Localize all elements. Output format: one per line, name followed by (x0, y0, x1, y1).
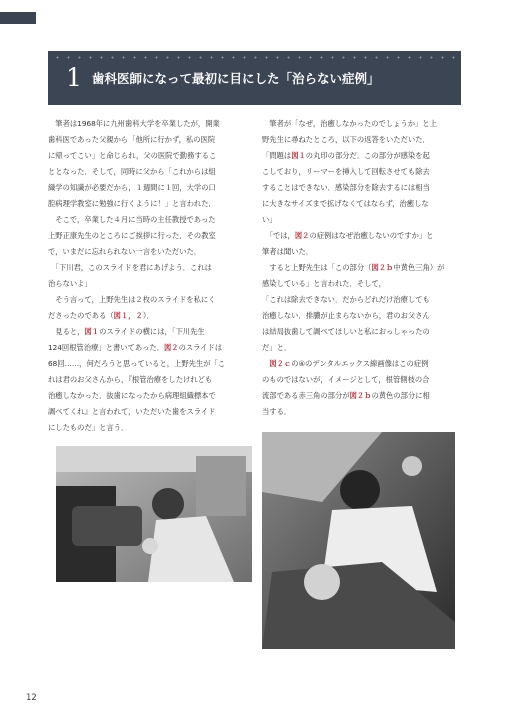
text-line (262, 260, 462, 276)
text-line (48, 116, 246, 132)
text-line (48, 196, 246, 212)
text-segment: の症例はなぜ治癒しないのですか」と (309, 231, 434, 240)
text-line (262, 404, 462, 420)
text-segment: ださったのである（ (48, 311, 114, 320)
text-line (48, 324, 246, 340)
text-line (262, 356, 462, 372)
text-segment: で，いまだに忘れられない一言をいただいた． (48, 247, 202, 256)
figure-reference: 図１ (84, 327, 100, 336)
figure-reference: 図２ (294, 231, 310, 240)
text-segment: そこで，卒業した４月に当時の主任教授であった (48, 215, 216, 224)
text-line (48, 212, 246, 228)
text-line (262, 228, 462, 244)
text-line (262, 212, 462, 228)
historical-photo-left (56, 446, 252, 582)
text-segment: そう言って，上野先生は２枚のスライドを私にく (48, 295, 216, 304)
body-text-left (48, 116, 246, 436)
text-segment: 「下川君，このスライドを君にあげよう．これは (48, 263, 212, 272)
text-segment: 織学の知識が必要だから，１週間に１回，大学の口 (48, 183, 216, 192)
text-segment: の④のデンタルエックス線画像はこの症例 (291, 359, 429, 368)
text-segment: 見ると， (48, 327, 85, 336)
section-banner (48, 51, 461, 105)
text-segment: 治癒しない．排膿が止まらないから，君のお父さん (262, 311, 430, 320)
text-segment: の黄色の部分に相 (371, 391, 430, 400)
text-segment: 当する． (262, 407, 292, 416)
text-line (262, 196, 462, 212)
text-segment: にしたものだ」と言う． (48, 423, 129, 432)
text-line (262, 372, 462, 388)
text-segment: 治癒しなかった．抜歯になったから病理組織標本で (48, 391, 216, 400)
text-segment: すると上野先生は「この部分（ (262, 263, 372, 272)
text-segment: 「これは除去できない．だからどれだけ治療しても (262, 295, 430, 304)
text-line (262, 388, 462, 404)
text-line (262, 180, 462, 196)
text-segment: のスライドの横には，「下川先生 (99, 327, 205, 336)
text-line (48, 404, 246, 420)
text-line (48, 340, 246, 356)
body-text-right (262, 116, 462, 420)
text-line (262, 148, 462, 164)
text-segment: 腔病理学教室に勉強に行くように！」と言われた． (48, 199, 216, 208)
historical-photo-right (262, 432, 455, 649)
figure-reference: 図２ (164, 343, 179, 352)
text-segment: い」 (262, 215, 277, 224)
text-segment: 感染している」と言われた．そして， (262, 279, 386, 288)
text-line (262, 116, 462, 132)
text-line (48, 132, 246, 148)
text-line (48, 228, 246, 244)
text-segment: することはできない．感染部分を除去するには相当 (262, 183, 430, 192)
text-line (262, 164, 462, 180)
text-segment: ）． (142, 311, 154, 320)
text-line (48, 308, 246, 324)
text-segment: 124回根管治療」と書いてあった． (48, 343, 165, 352)
text-segment: 野先生に尋ねたところ，以下の返答をいただいた． (262, 135, 430, 144)
text-line (262, 340, 462, 356)
text-line (48, 260, 246, 276)
text-segment: のスライドは (178, 343, 223, 352)
text-segment: 筆者は1968年に九州歯科大学を卒業したが，開業 (48, 119, 220, 128)
text-segment: 上野正康先生のところにご挨拶に行った．その教室 (48, 231, 216, 240)
text-segment: 調べてくれ』と言われて，いただいた歯をスライド (48, 407, 216, 416)
figure-reference: 図１，２ (113, 311, 143, 320)
text-line (262, 132, 462, 148)
figure-reference: 図２ｂ (349, 391, 372, 400)
text-line (48, 388, 246, 404)
page-number: 12 (26, 693, 37, 703)
text-line (262, 276, 462, 292)
figure-reference: 図１ (291, 151, 306, 160)
text-line (48, 356, 246, 372)
text-segment: 68回……，何だろうと思っていると，上野先生が「こ (48, 359, 226, 368)
text-segment: だ」と． (262, 343, 292, 352)
banner-dots (48, 56, 461, 59)
text-segment: 流部である赤三角の部分が (262, 391, 350, 400)
text-line (262, 244, 462, 260)
text-segment: 歯科医であった父親から「他所に行かず，私の医院 (48, 135, 216, 144)
text-segment: ととなった．そして，同時に父から「これからは組 (48, 167, 216, 176)
text-line (48, 292, 246, 308)
text-line (48, 180, 246, 196)
text-line (262, 292, 462, 308)
text-segment: の丸印の部分だ．この部分が感染を起 (305, 151, 430, 160)
text-line (48, 420, 246, 436)
text-segment: 治らないよ」 (48, 279, 92, 288)
text-line (262, 324, 462, 340)
text-segment: は結局抜歯して調べてほしいと私におっしゃったの (262, 327, 430, 336)
text-segment: に大きなサイズまで拡げなくてはならず，治癒しな (262, 199, 429, 208)
text-line (48, 244, 246, 260)
text-segment: に帰ってこい」と命じられ，父の医院で勤務するこ (48, 151, 217, 160)
text-segment: 筆者は聞いた． (262, 247, 314, 256)
text-segment: こしており，リーマーを挿入して回転させても除去 (262, 167, 430, 176)
text-line (48, 276, 246, 292)
text-line (48, 148, 246, 164)
text-segment: 「では， (262, 231, 295, 240)
chapter-tab (0, 12, 36, 24)
section-number: 1 (66, 63, 82, 92)
text-segment: れは君のお父さんから，『根管治療をしたけれども (48, 375, 213, 384)
figure-reference: 図２ｃ (269, 359, 292, 368)
section-title: 歯科医師になって最初に目にした「治らない症例」 (92, 71, 380, 86)
text-line (48, 372, 246, 388)
text-line (48, 164, 246, 180)
text-segment: のものではないが，イメージとして，根管側枝の合 (262, 375, 430, 384)
text-segment: 中黄色三角）が (393, 263, 445, 272)
text-segment: 筆者が「なぜ，治癒しなかったのでしょうか」と上 (262, 119, 437, 128)
text-segment: 「問題は (262, 151, 292, 160)
figure-reference: 図２ｂ (371, 263, 394, 272)
text-line (262, 308, 462, 324)
